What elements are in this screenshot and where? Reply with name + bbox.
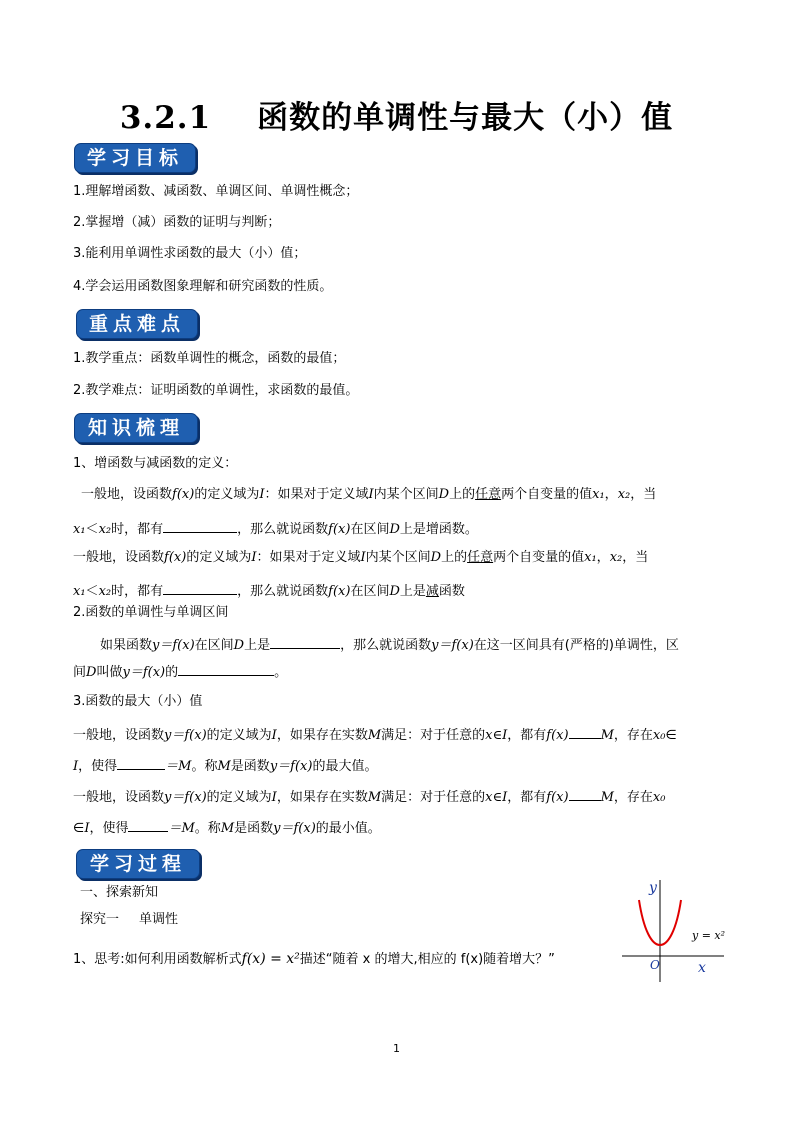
blank-max-value[interactable] — [117, 755, 165, 770]
goal-3: 3.能利用单调性求函数的最大（小）值； — [73, 246, 307, 261]
k2-line2: 间D叫做y＝f(x)的 。 — [73, 661, 287, 682]
title-number: 3.2.1 — [119, 100, 212, 136]
k1-increasing-line1: 一般地，设函数f(x)的定义域为I：如果对于定义域I内某个区间D上的任意两个自变量的值x₁，x₂，当 — [81, 487, 657, 502]
curve-label: y = x² — [692, 929, 726, 942]
explore-heading: 一、探索新知 — [80, 885, 159, 900]
blank-min-relation[interactable] — [569, 786, 601, 801]
k1-decreasing-line2: x₁＜x₂时，都有 ，那么就说函数f(x)在区间D上是减函数 — [73, 580, 465, 601]
blank-interval[interactable] — [178, 661, 274, 676]
k1-heading: 1、增函数与减函数的定义： — [73, 456, 238, 471]
blank-max-relation[interactable] — [569, 724, 601, 739]
title-text: 函数的单调性与最大（小）值 — [257, 100, 674, 136]
k2-heading: 2.函数的单调性与单调区间 — [73, 605, 229, 620]
k1-increasing-line2: x₁＜x₂时，都有 ，那么就说函数f(x)在区间D上是增函数。 — [73, 518, 478, 539]
blank-monotone[interactable] — [270, 634, 340, 649]
parabola-graph — [618, 872, 738, 984]
k3-max-line1: 一般地，设函数y＝f(x)的定义域为I，如果存在实数M满足：对于任意的x∈I，都有f(x) M，存在x₀∈ — [73, 724, 677, 745]
k3-min-line2: ∈I，使得 ＝M。称M是函数y＝f(x)的最小值。 — [73, 817, 381, 838]
inquiry-line: 探究一 单调性 — [80, 912, 179, 927]
section-badge-process: 学习过程 — [76, 849, 200, 879]
key-point-2: 2.教学难点：证明函数的单调性，求函数的最值。 — [73, 383, 359, 398]
x-axis-label: x — [698, 960, 706, 976]
blank-increasing[interactable] — [163, 518, 237, 533]
k2-line1: 如果函数y＝f(x)在区间D上是 ，那么就说函数y＝f(x)在这一区间具有(严格的)单调性，区 — [100, 634, 679, 655]
section-badge-key: 重点难点 — [76, 309, 198, 339]
goal-2: 2.掌握增（减）函数的证明与判断； — [73, 215, 281, 230]
question-1: 1、思考:如何利用函数解析式f(x) = x²描述“随着 x 的增大,相应的 f(x)随着增大？” — [73, 951, 555, 967]
y-axis-label: y — [649, 880, 657, 896]
blank-min-value[interactable] — [128, 817, 168, 832]
section-badge-knowledge: 知识梳理 — [74, 413, 198, 443]
k3-heading: 3.函数的最大（小）值 — [73, 694, 203, 709]
page-number: 1 — [393, 1042, 400, 1055]
k3-min-line1: 一般地，设函数y＝f(x)的定义域为I，如果存在实数M满足：对于任意的x∈I，都有f(x) M，存在x₀ — [73, 786, 665, 807]
goal-4: 4.学会运用函数图象理解和研究函数的性质。 — [73, 279, 333, 294]
origin-label: O — [650, 958, 660, 972]
k3-max-line2: I，使得 ＝M。称M是函数y＝f(x)的最大值。 — [73, 755, 377, 776]
k1-decreasing-line1: 一般地，设函数f(x)的定义域为I：如果对于定义域I内某个区间D上的任意两个自变量的值x₁，x₂，当 — [73, 550, 649, 565]
goal-1: 1.理解增函数、减函数、单调区间、单调性概念； — [73, 184, 359, 199]
section-badge-goals: 学习目标 — [74, 143, 196, 173]
blank-decreasing[interactable] — [163, 580, 237, 595]
page-title — [0, 92, 793, 137]
key-point-1: 1.教学重点：函数单调性的概念，函数的最值； — [73, 351, 346, 366]
